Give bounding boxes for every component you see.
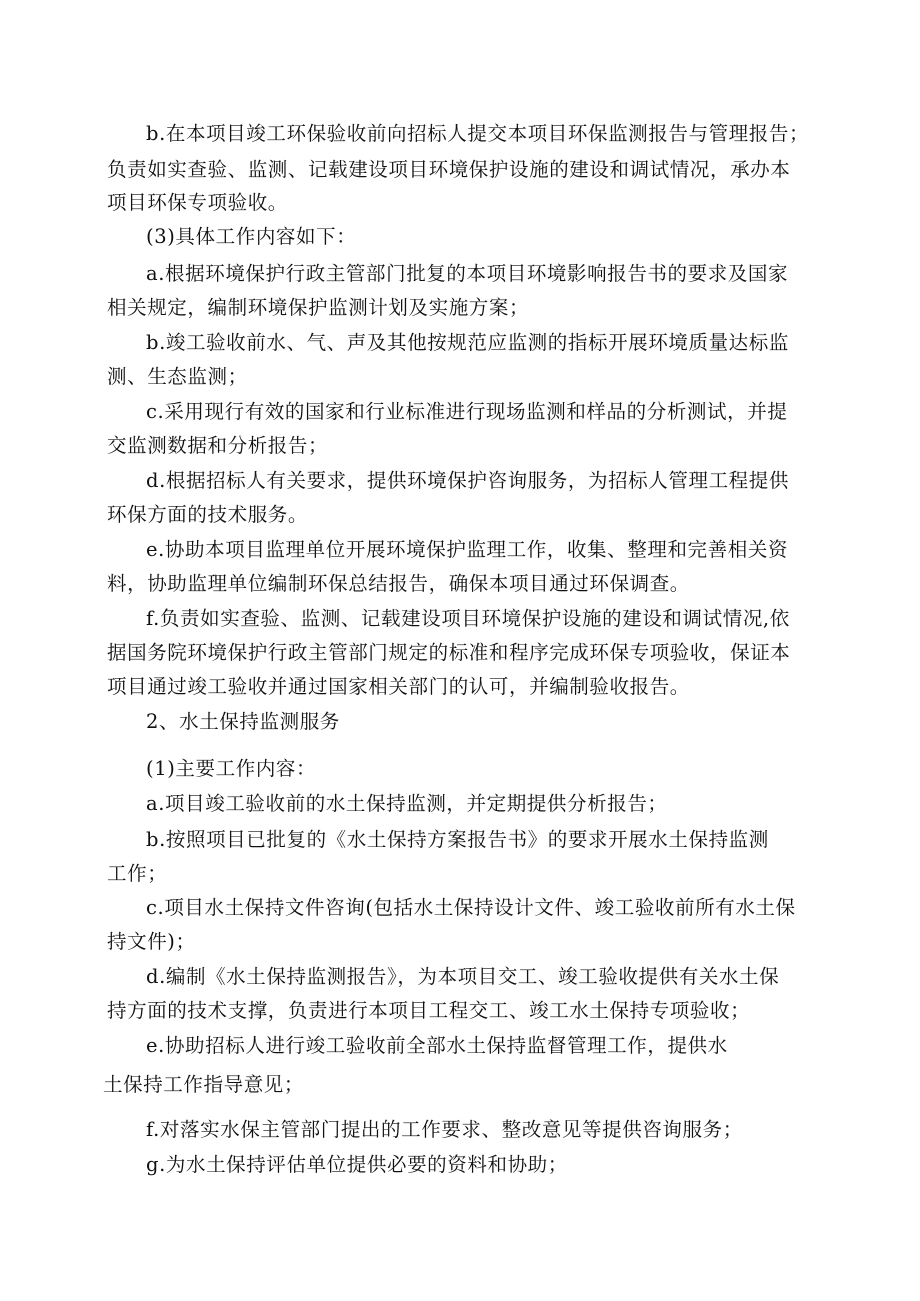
section-heading: (3)具体工作内容如下： — [146, 225, 357, 248]
paragraph-line: e.协助本项目监理单位开展环境保护监理工作，收集、整理和完善相关资 — [146, 538, 789, 561]
paragraph-line: 交监测数据和分析报告； — [107, 434, 329, 457]
paragraph-line: 据国务院环境保护行政主管部门规定的标准和程序完成环保专项验收，保证本 — [107, 641, 791, 664]
paragraph-line: 测、生态监测； — [107, 365, 248, 388]
paragraph-line: 项目环保专项验收。 — [107, 191, 288, 214]
paragraph-line: 负责如实查验、监测、记载建设项目环境保护设施的建设和调试情况，承办本 — [107, 158, 791, 181]
paragraph-line: 土保持工作指导意见； — [103, 1073, 305, 1096]
paragraph-line: 料，协助监理单位编制环保总结报告，确保本项目通过环保调查。 — [107, 572, 690, 595]
paragraph-line: b.竣工验收前水、气、声及其他按规范应监测的指标开展环境质量达标监 — [146, 331, 789, 354]
paragraph-line: c.项目水土保持文件咨询(包括水土保持设计文件、竣工验收前所有水土保 — [146, 896, 796, 919]
section-heading: (1)主要工作内容： — [146, 757, 317, 780]
paragraph-line: e.协助招标人进行竣工验收前全部水土保持监督管理工作，提供水 — [146, 1034, 728, 1057]
paragraph-line: a.根据环境保护行政主管部门批复的本项目环境影响报告书的要求及国家 — [146, 262, 789, 285]
section-heading: 2、水土保持监测服务 — [146, 710, 340, 733]
paragraph-line: g.为水土保持评估单位提供必要的资料和协助； — [146, 1153, 568, 1176]
paragraph-line: 持方面的技术支撑，负责进行本项目工程交工、竣工水土保持专项验收； — [107, 999, 751, 1022]
paragraph-line: f.对落实水保主管部门提出的工作要求、整改意见等提供咨询服务； — [146, 1118, 743, 1141]
paragraph-line: 相关规定，编制环境保护监测计划及实施方案； — [107, 296, 530, 319]
paragraph-line: b.在本项目竣工环保验收前向招标人提交本项目环保监测报告与管理报告； — [146, 122, 810, 145]
paragraph-line: d.根据招标人有关要求，提供环境保护咨询服务，为招标人管理工程提供 — [146, 469, 789, 492]
paragraph-line: c.采用现行有效的国家和行业标准进行现场监测和样品的分析测试，并提 — [146, 400, 788, 423]
paragraph-line: a.项目竣工验收前的水土保持监测，并定期提供分析报告； — [146, 792, 668, 815]
paragraph-line: 环保方面的技术服务。 — [107, 503, 309, 526]
paragraph-line: f.负责如实查验、监测、记载建设项目环境保护设施的建设和调试情况,依 — [146, 607, 790, 630]
paragraph-line: 持文件)； — [107, 930, 196, 953]
paragraph-line: 项目通过竣工验收并通过国家相关部门的认可，并编制验收报告。 — [107, 675, 690, 698]
paragraph-line: b.按照项目已批复的《水土保持方案报告书》的要求开展水土保持监测 — [146, 828, 769, 851]
paragraph-line: 工作； — [107, 862, 168, 885]
paragraph-line: d.编制《水土保持监测报告》，为本项目交工、竣工验收提供有关水土保 — [146, 965, 780, 988]
